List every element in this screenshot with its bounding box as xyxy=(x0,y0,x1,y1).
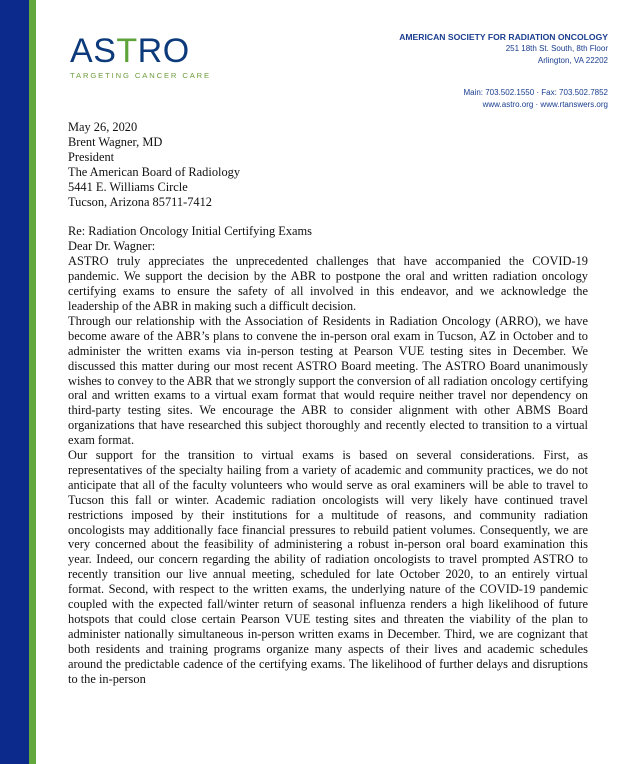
recipient-title: President xyxy=(68,149,115,164)
org-name: AMERICAN SOCIETY FOR RADIATION ONCOLOGY xyxy=(399,32,608,42)
letter-date: May 26, 2020 xyxy=(68,120,138,134)
paragraph-1: ASTRO truly appreciates the unprecedented challenges that have accompanied the COVID-19 pandemic. We support the decision by the ABR to postpone the oral and written radiation oncology certifying exams to ensure the safety of all involved in this endeavor, and we acknowledge the leadership of the ABR in making such a difficult decision. xyxy=(68,254,588,313)
org-address-line1: 251 18th St. South, 8th Floor xyxy=(505,44,608,53)
letter-body xyxy=(68,120,588,687)
recipient-city: Tucson, Arizona 85711-7412 xyxy=(68,194,212,209)
org-address-line2: Arlington, VA 22202 xyxy=(537,56,608,65)
recipient-org: The American Board of Radiology xyxy=(68,164,241,179)
logo-tagline: TARGETING CANCER CARE xyxy=(70,71,212,80)
paragraph-3: Our support for the transition to virtual exams is based on several considerations. First, as representatives of the specialty hailing from a variety of academic and community practices, we do not anticipate that all of the faculty volunteers who would serve as oral examiners will be able to travel to Tucson this fall or winter. Academic radiation oncologists will very likely have continued travel restrictions imposed by their institutions for a multitude of reasons, and community radiation oncologists may additionally face financial pressures to rebuild patient volumes. Consequently, we are very concerned about the feasibility of administering a robust in-person oral board examination this year. Indeed, our concern regarding the ability of radiation oncologists to travel prompted ASTRO to recently transition our live annual meeting, scheduled for late October 2020, to an entirely virtual format. Second, with respect to the written exams, the underlying nature of the COVID-19 pandemic coupled with the expected fall/winter return of seasonal influenza renders a high likelihood of future hotspots that could close certain Pearson VUE testing sites and threaten the viability of the plan to administer nationally simultaneous in-person written exams in December. Third, we are cognizant that both residents and training programs organize many aspects of their lives and academic schedules around the predictable cadence of the certifying exams. The likelihood of further delays and disruptions to the in-person xyxy=(68,448,588,686)
org-letterhead xyxy=(399,31,608,111)
letter-salutation: Dear Dr. Wagner: xyxy=(68,239,156,254)
org-phone-fax: Main: 703.502.1550 · Fax: 703.502.7852 xyxy=(463,88,608,97)
astro-logo xyxy=(70,34,210,80)
recipient-name: Brent Wagner, MD xyxy=(68,134,163,149)
logo-wordmark: ASTRO xyxy=(70,32,190,70)
sidebar-blue-bar xyxy=(0,0,29,764)
org-websites: www.astro.org · www.rtanswers.org xyxy=(482,100,608,109)
paragraph-2: Through our relationship with the Association of Residents in Radiation Oncology (ARRO), we have become aware of the ABR’s plans to convene the in-person oral exam in Tucson, AZ in October and to administer the written exams via in-person testing at Pearson VUE testing sites in December. We discussed this matter during our most recent ASTRO Board meeting. The ASTRO Board unanimously wishes to convey to the ABR that we strongly support the conversion of all radiation oncology certifying oral and written exams to a virtual exam format that would require neither travel nor dependency on third-party testing sites. We encourage the ABR to consider alignment with other ABMS Board organizations that have researched this subject thoroughly and recently elected to transition to a virtual exam format. xyxy=(68,313,588,448)
recipient-street: 5441 E. Williams Circle xyxy=(68,179,188,194)
sidebar-green-bar xyxy=(29,0,36,764)
letter-subject: Re: Radiation Oncology Initial Certifying Exams xyxy=(68,224,312,239)
recipient-block xyxy=(68,135,588,210)
